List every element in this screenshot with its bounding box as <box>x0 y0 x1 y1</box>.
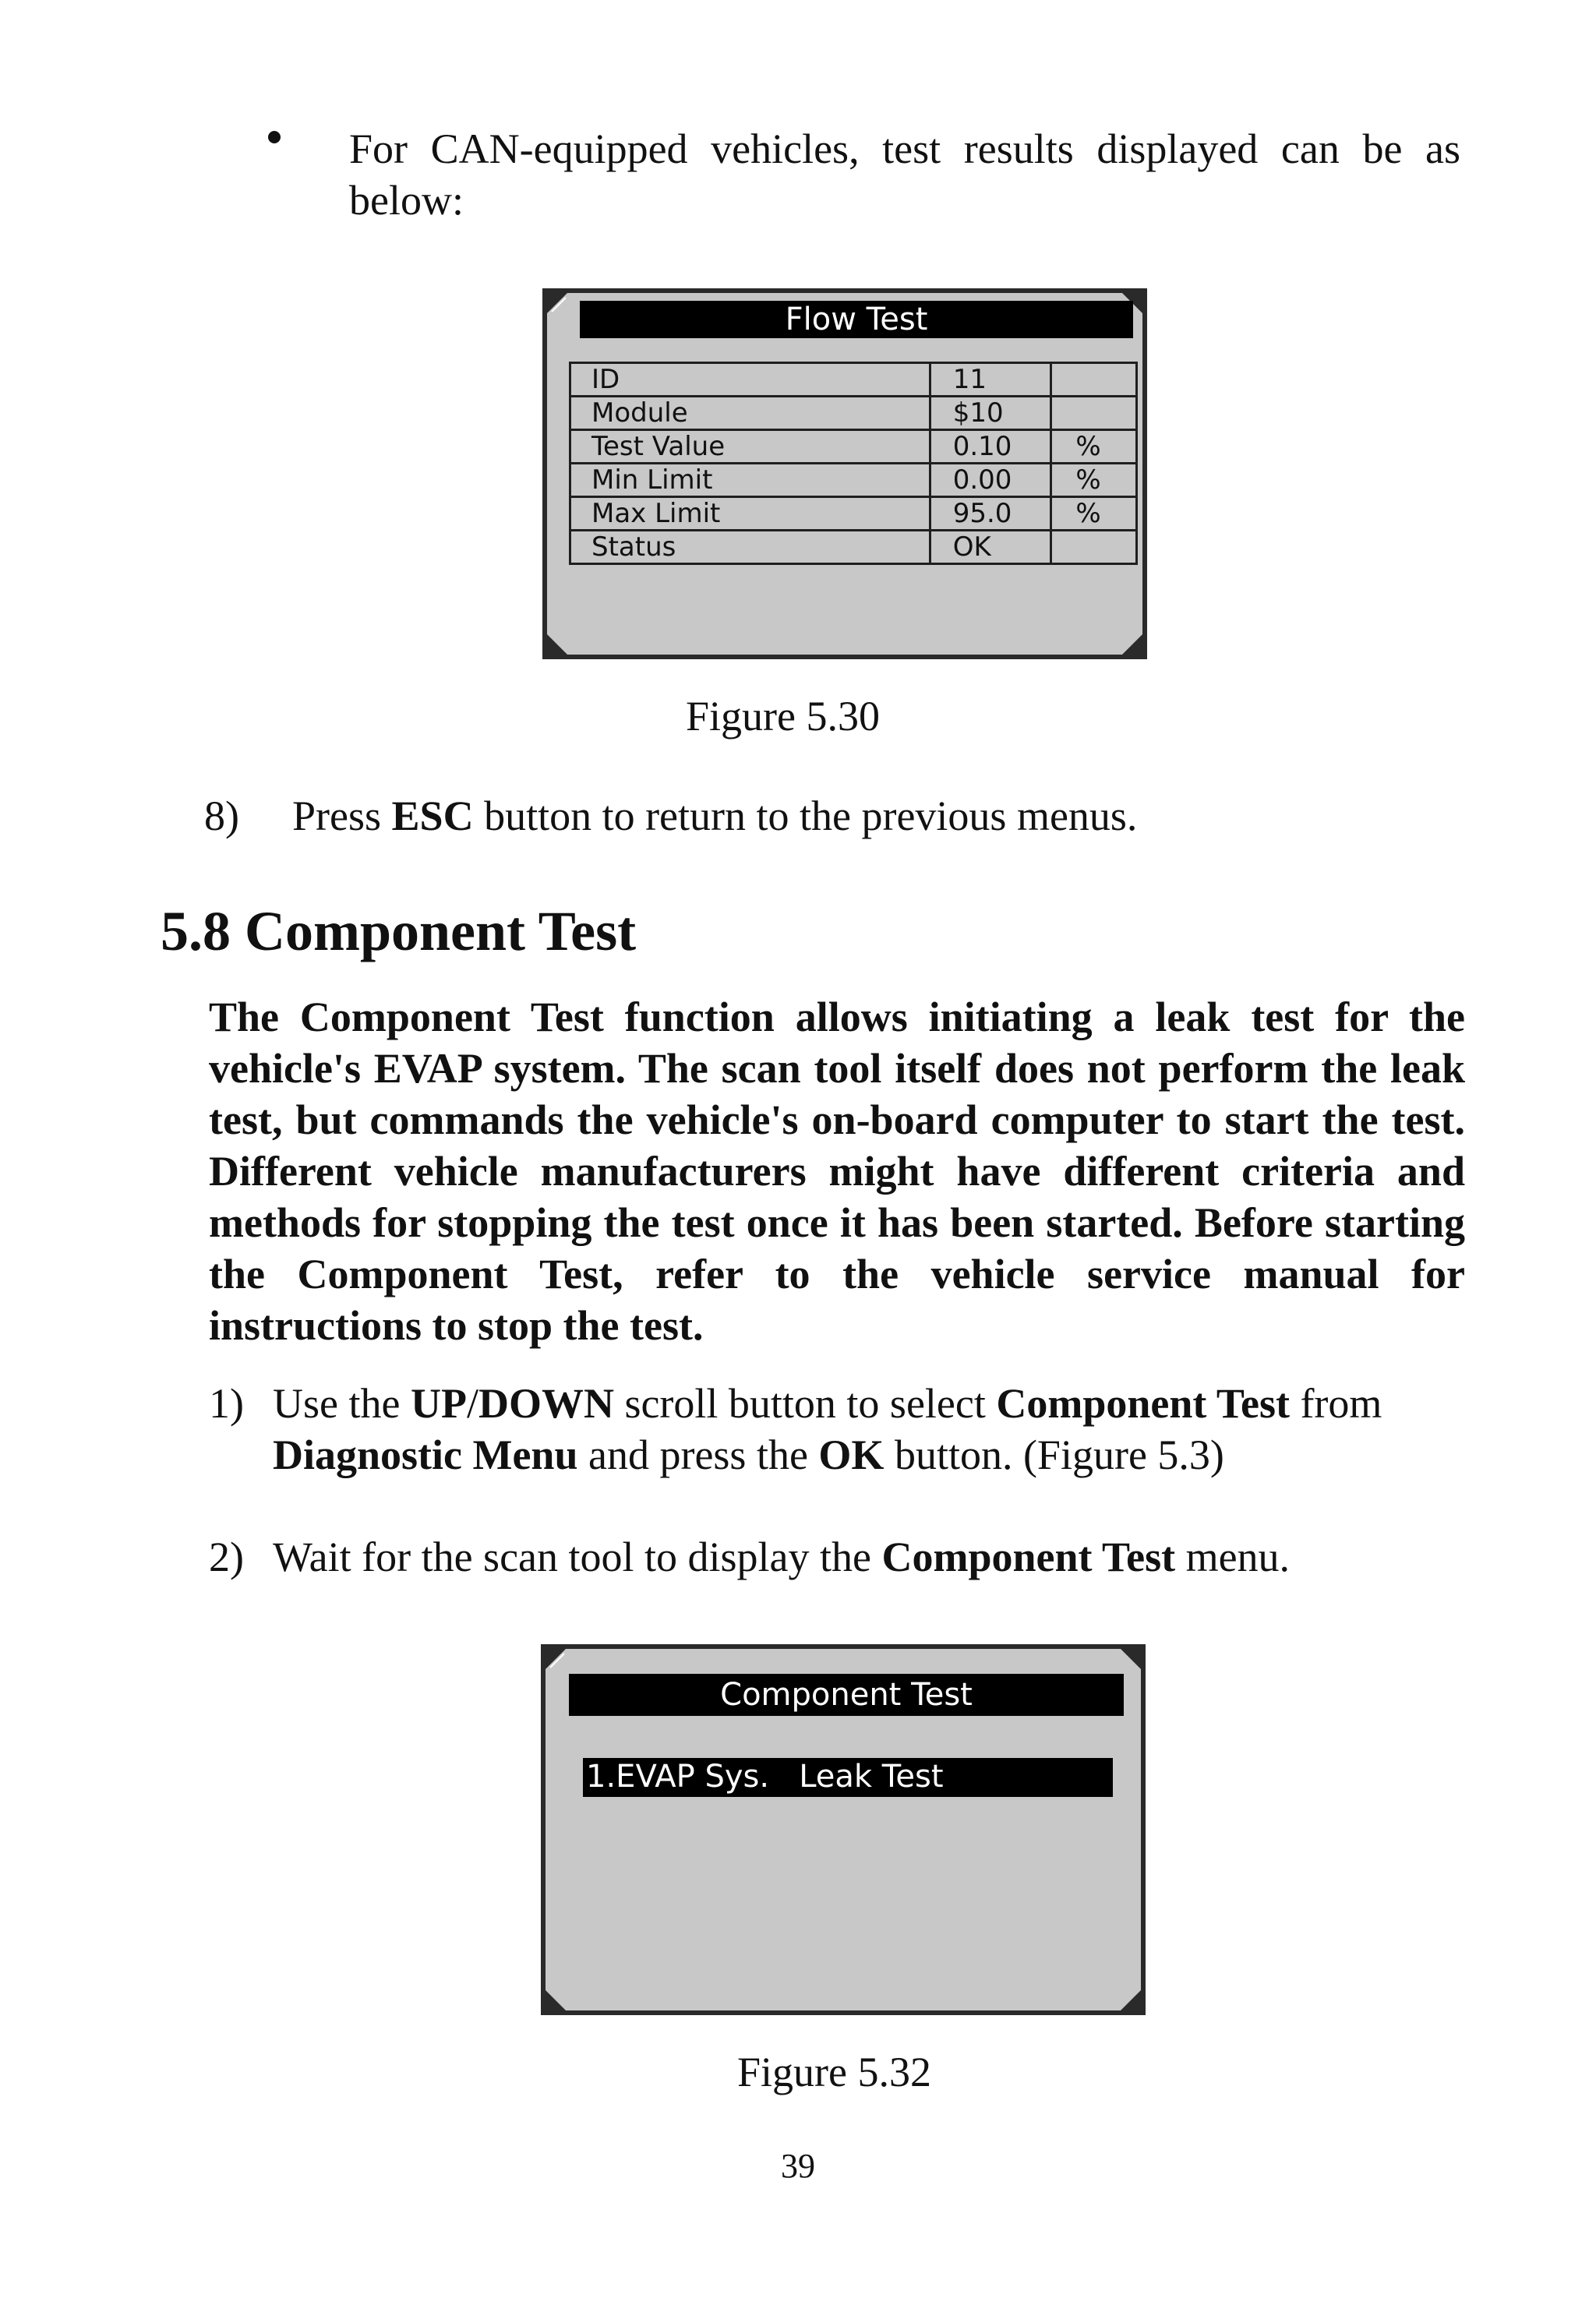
table-row <box>570 397 1137 430</box>
screen-corner-bottom-right <box>1122 634 1142 655</box>
flow-test-title: Flow Test <box>580 301 1133 338</box>
row-label: ID <box>570 363 930 397</box>
figure-caption: Figure 5.30 <box>686 693 880 740</box>
screen-corner-top-right <box>1121 1649 1141 1669</box>
row-value: 0.10 <box>930 430 1051 464</box>
row-value: 11 <box>930 363 1051 397</box>
row-unit: % <box>1051 464 1137 497</box>
table-row <box>570 363 1137 397</box>
row-label: Module <box>570 397 930 430</box>
row-unit: % <box>1051 430 1137 464</box>
step-text: Wait for the scan tool to display the Component Test menu. <box>273 1534 1291 1580</box>
row-label: Status <box>570 531 930 564</box>
step-number: 1) <box>209 1380 244 1427</box>
bullet-text: For CAN-equipped vehicles, test results displayed can be as below: <box>349 125 1460 224</box>
component-test-title: Component Test <box>569 1674 1124 1716</box>
row-label: Max Limit <box>570 497 930 531</box>
row-value: 0.00 <box>930 464 1051 497</box>
screen-corner-top-left <box>546 1649 566 1669</box>
table-row <box>570 531 1137 564</box>
row-unit <box>1051 363 1137 397</box>
step-number: 8) <box>204 792 239 839</box>
table-row <box>570 497 1137 531</box>
menu-item-evap-leak-test[interactable]: 1.EVAP Sys. Leak Test <box>583 1758 1113 1797</box>
row-value: OK <box>930 531 1051 564</box>
figure-caption: Figure 5.32 <box>737 2049 931 2095</box>
row-value: 95.0 <box>930 497 1051 531</box>
row-unit <box>1051 531 1137 564</box>
section-heading: 5.8 Component Test <box>161 900 637 962</box>
screen-corner-top-left <box>547 293 567 313</box>
row-label: Min Limit <box>570 464 930 497</box>
page-number: 39 <box>781 2147 815 2185</box>
step-text: Use the UP/DOWN scroll button to select Component Test from Diagnostic Menu and press the OK button. (Figure 5.3) <box>273 1380 1382 1478</box>
row-unit <box>1051 397 1137 430</box>
section-intro: The Component Test function allows initiating a leak test for the vehicle's EVAP system. The scan tool itself does not perform the leak test, but commands the vehicle's on-board computer to start the test. Different vehicle manufacturers might have different criteria and methods for stopping the test once it has been started. Before starting the Component Test, refer to the vehicle service manual for instructions to stop the test. <box>209 994 1465 1349</box>
bullet-dot <box>268 131 281 143</box>
row-value: $10 <box>930 397 1051 430</box>
step-number: 2) <box>209 1534 244 1580</box>
component-test-screen <box>541 1644 1146 2015</box>
row-label: Test Value <box>570 430 930 464</box>
screen-corner-bottom-right <box>1121 1990 1141 2010</box>
flow-test-table <box>569 362 1138 565</box>
flow-test-screen <box>542 288 1147 659</box>
row-unit: % <box>1051 497 1137 531</box>
table-row <box>570 464 1137 497</box>
screen-corner-bottom-left <box>546 1990 566 2010</box>
step-text: Press ESC button to return to the previous menus. <box>292 792 1138 839</box>
screen-corner-bottom-left <box>547 634 567 655</box>
table-row <box>570 430 1137 464</box>
